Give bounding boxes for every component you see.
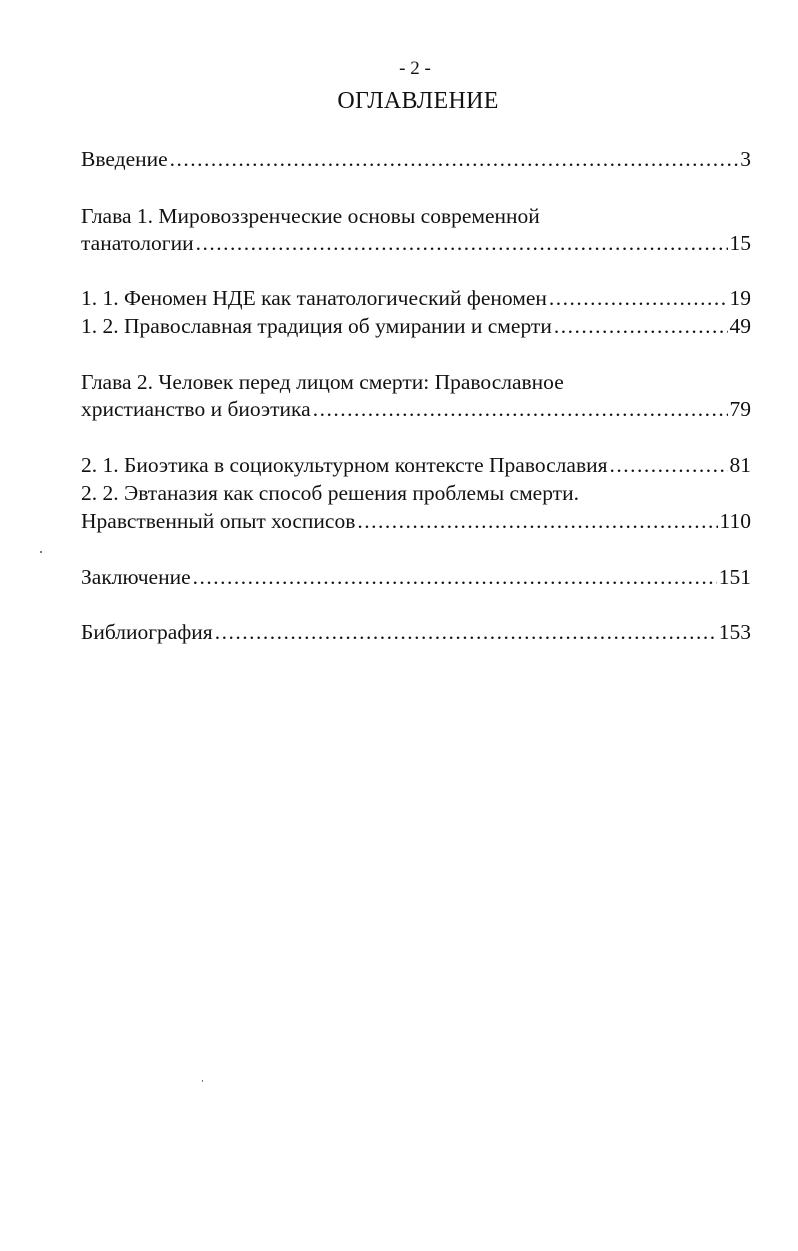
toc-entry-text: Глава 1. Мировоззренческие основы современной — [81, 204, 540, 228]
scan-speck — [202, 1080, 203, 1082]
toc-page-number: 79 — [729, 397, 751, 421]
toc-entry-text: христианство и биоэтика — [81, 397, 311, 421]
toc-entry-text: Глава 2. Человек перед лицом смерти: Православное — [81, 370, 564, 394]
toc-page-number: 110 — [719, 509, 751, 533]
toc-leader-dots — [554, 313, 728, 339]
toc-entry-section-2-1 — [81, 452, 751, 478]
toc-page-number: 81 — [729, 453, 751, 477]
toc-entry-conclusion — [81, 564, 751, 590]
toc-entry-text: Заключение — [81, 565, 191, 589]
toc-entry-section-1-2 — [81, 313, 751, 339]
toc-entry-text: танатологии — [81, 231, 194, 255]
toc-entry-text: 1. 2. Православная традиция об умирании и смерти — [81, 314, 552, 338]
toc-page-number: 3 — [740, 147, 751, 171]
toc-entry-chapter1-line1 — [81, 203, 751, 229]
toc-entry-section-1-1 — [81, 285, 751, 311]
toc-leader-dots — [215, 619, 717, 645]
toc-entry-text: Нравственный опыт хосписов — [81, 509, 356, 533]
toc-entry-text: Введение — [81, 147, 168, 171]
toc-entry-chapter2-line1 — [81, 369, 751, 395]
toc-leader-dots — [196, 230, 728, 256]
toc-leader-dots — [610, 452, 728, 478]
toc-leader-dots — [549, 285, 728, 311]
toc-entry-chapter2-line2 — [81, 396, 751, 422]
toc-leader-dots — [357, 508, 717, 534]
toc-entry-text: 1. 1. Феномен НДЕ как танатологический феномен — [81, 286, 547, 310]
toc-entry-section-2-2-line2 — [81, 508, 751, 534]
page-number: - 2 - — [399, 58, 431, 79]
toc-entry-text: 2. 1. Биоэтика в социокультурном контексте Православия — [81, 453, 608, 477]
toc-leader-dots — [313, 396, 728, 422]
toc-entry-text: 2. 2. Эвтаназия как способ решения проблемы смерти. — [81, 481, 579, 505]
toc-page-number: 151 — [718, 565, 751, 589]
toc-entry-chapter1-line2 — [81, 230, 751, 256]
scan-speck — [40, 551, 42, 553]
toc-entry-bibliography — [81, 619, 751, 645]
toc-page-number: 19 — [729, 286, 751, 310]
toc-entry-text: Библиография — [81, 620, 213, 644]
toc-page-number: 49 — [729, 314, 751, 338]
toc-title: ОГЛАВЛЕНИЕ — [337, 88, 499, 114]
toc-leader-dots — [193, 564, 717, 590]
toc-leader-dots — [170, 146, 739, 172]
toc-page-number: 15 — [729, 231, 751, 255]
toc-entry-intro — [81, 146, 751, 172]
toc-entry-section-2-2-line1 — [81, 480, 751, 506]
toc-page-number: 153 — [718, 620, 751, 644]
